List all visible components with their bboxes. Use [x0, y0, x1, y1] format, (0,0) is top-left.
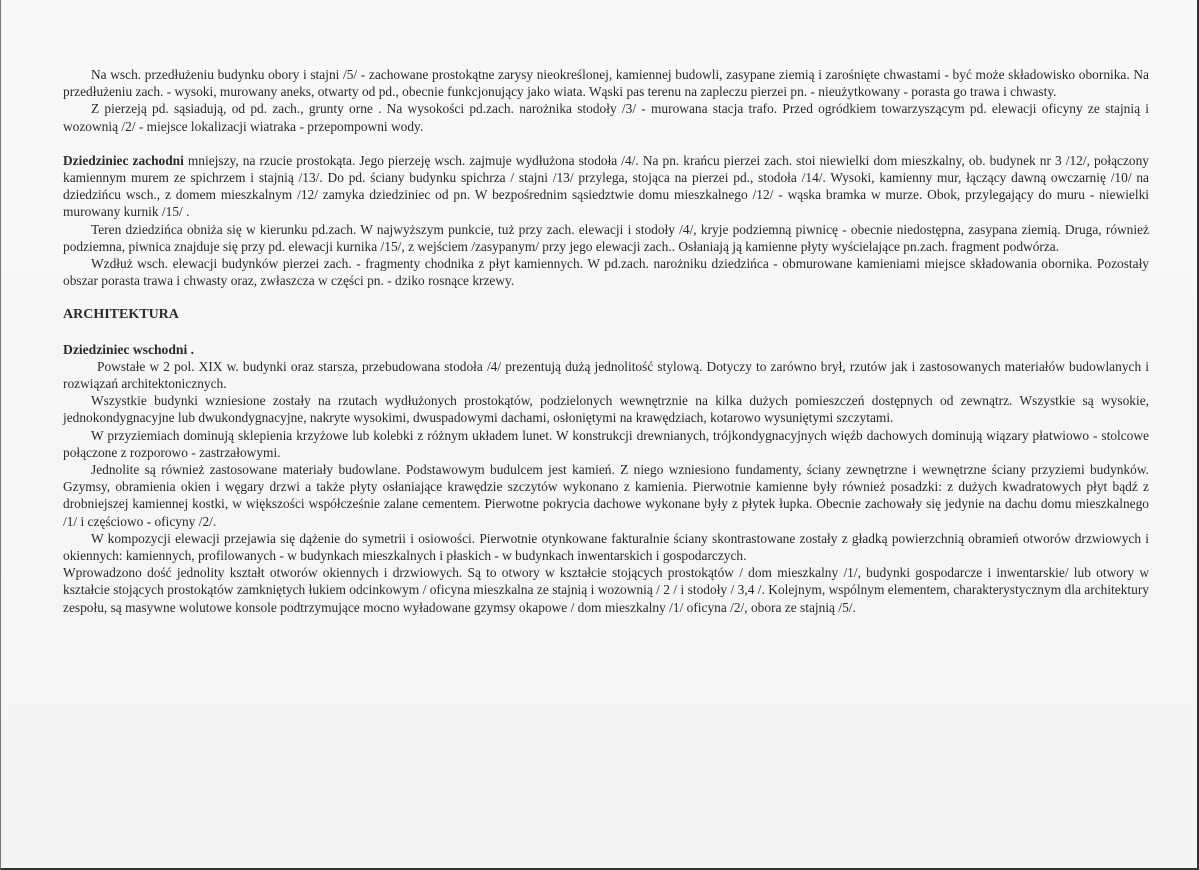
paragraph-arch-vaults: W przyziemiach dominują sklepienia krzyżowe lub kolebki z różnym układem lunet. W konstrukcji drewnianych, trójkondygnacyjnych więźb dachowych dominują wiązary płatwiowo - stolcowe połączone z rozporowo - zastrzałowymi. — [63, 427, 1149, 460]
spacer — [63, 135, 1149, 152]
document-body — [63, 66, 1149, 616]
west-yard-intro: mniejszy, na rzucie prostokąta. Jego pierzeję wsch. zajmuje wydłużona stodoła /4/. Na pn. krańcu pierzei zach. stoi niewielki dom mieszkalny, ob. budynek nr 3 /12/, połączony kamiennym murem ze spichrzem i stajnią /13/. Do pd. ściany budynku spichrza / stajni /13/ przylega, stojąca na pierzei pd., stodoła /14/. Wysoki, kamienny mur, łączący dawną owczarnię /10/ na dziedzińcu wsch., z domem mieszkalnym /12/ zamyka dziedziniec od pn. W bezpośrednim sąsiedztwie domu mieszkalnego /12/ - wąska bramka w murze. Obok, przylegający do muru - niewielki murowany kurnik /15/ . — [63, 152, 1149, 220]
paragraph-arch-style: Powstałe w 2 pol. XIX w. budynki oraz starsza, przebudowana stodoła /4/ prezentują dużą jednolitość stylową. Dotyczy to zarówno brył, rzutów jak i zastosowanych materiałów budowlanych i rozwiązań architektonicznych. — [63, 358, 1149, 392]
paragraph-west-yard-terrain: Teren dziedzińca obniża się w kierunku pd.zach. W najwyższym punkcie, tuż przy zach. elewacji i stodoły /4/, kryje podziemną piwnicę - obecnie niedostępna, zasypana ziemią. Druga, również podziemna, piwnica znajduje się przy pd. elewacji kurnika /15/, z wejściem /zasypanym/ przy jego elewacji zach.. Osłaniają ją kamienne płyty wyścielające pn.zach. fragment podwórza. — [63, 221, 1149, 254]
paragraph-east-extension: Na wsch. przedłużeniu budynku obory i stajni /5/ - zachowane prostokątne zarysy nieokreślonej, kamiennej budowli, zasypane ziemią i zarośnięte chwastami - być może składowisko obornika. Na przedłużeniu zach. - wysoki, murowany aneks, otwarty od pd., obecnie funkcjonujący jako wiata. Wąski pas terenu na zapleczu pierzei pn. - nieużytkowany - porasta go trawa i chwasty. — [63, 67, 1149, 100]
spacer — [63, 324, 1149, 341]
subheading-east-yard: Dziedziniec wschodni . — [63, 341, 195, 357]
paragraph-west-yard — [63, 152, 1149, 221]
paragraph-arch-materials: Jednolite są również zastosowane materiały budowlane. Podstawowym budulcem jest kamień. Z niego wzniesiono fundamenty, ściany zewnętrzne i wewnętrzne ściany przyziemi budynków. Gzymsy, obramienia okien i węgary drzwi a także płyty osłaniające krawędzie szczytów wykonano z kamienia. Pierwotnie kamienne były również posadzki: z dużych kwadratowych płyt bądź z drobniejszej kamiennej kostki, w większości współcześnie zalane cementem. Pierwotne pokrycia dachowe wykonane były z płytek łupka. Obecnie zachowały się jedynie na dachu domu mieszkalnego /1/ i częściowo - oficyny /2/. — [63, 462, 1149, 529]
paragraph-west-yard-pavement: Wzdłuż wsch. elewacji budynków pierzei zach. - fragmenty chodnika z płyt kamiennych. W pd.zach. narożniku dziedzińca - obmurowane kamieniami miejsce składowania obornika. Pozostały obszar porasta trawa i chwasty oraz, zwłaszcza w części pn. - dziko rosnące krzewy. — [63, 256, 1149, 289]
paragraph-arch-openings: Wprowadzono dość jednolity kształt otworów okiennych i drzwiowych. Są to otwory w kształcie stojących prostokątów / dom mieszkalny /1/, budynki gospodarcze i inwentarskie/ lub otwory w kształcie stojących prostokątów zamkniętych łukiem odcinkowym / oficyna mieszkalna ze stajnią i wozownią / 2 / i stodoły / 3,4 /. Kolejnym, wspólnym elementem, charakterystycznym dla architektury zespołu, są masywne wolutowe konsole podtrzymujące mocno wyładowane gzymsy okapowe / dom mieszkalny /1/ oficyna /2/, obora ze stajnią /5/. — [63, 565, 1149, 615]
paragraph-arch-composition: W kompozycji elewacji przejawia się dążenie do symetrii i osiowości. Pierwotnie otynkowane fakturalnie ściany skontrastowane zostały z gładką powierzchnią obramień otworów drzwiowych i okiennych: kamiennych, profilowanych - w budynkach mieszkalnych i płaskich - w budynkach inwentarskich i gospodarczych. — [63, 530, 1149, 564]
west-yard-heading: Dziedziniec zachodni — [63, 152, 184, 168]
paragraph-arch-plans: Wszystkie budynki wzniesione zostały na rzutach wydłużonych prostokątów, podzielonych wewnętrznie na kilka dużych pomieszczeń dostępnych od zewnątrz. Wszystkie są wysokie, jednokondygnacyjne lub dwukondygnacyjne, nakryte wysokimi, dwuspadowymi dachami, osłoniętymi na krawędziach, kotarowo wysuniętymi szczytami. — [63, 393, 1149, 426]
spacer — [63, 289, 1149, 306]
paragraph-south-frontage: Z pierzeją pd. sąsiadują, od pd. zach., grunty orne . Na wysokości pd.zach. narożnika stodoły /3/ - murowana stacja trafo. Przed ogródkiem towarzyszącym pd. elewacji oficyny ze stajnią i wozownią /2/ - miejsce lokalizacji wiatraka - przepompowni wody. — [63, 101, 1149, 134]
section-title-architecture: ARCHITEKTURA — [63, 307, 179, 323]
